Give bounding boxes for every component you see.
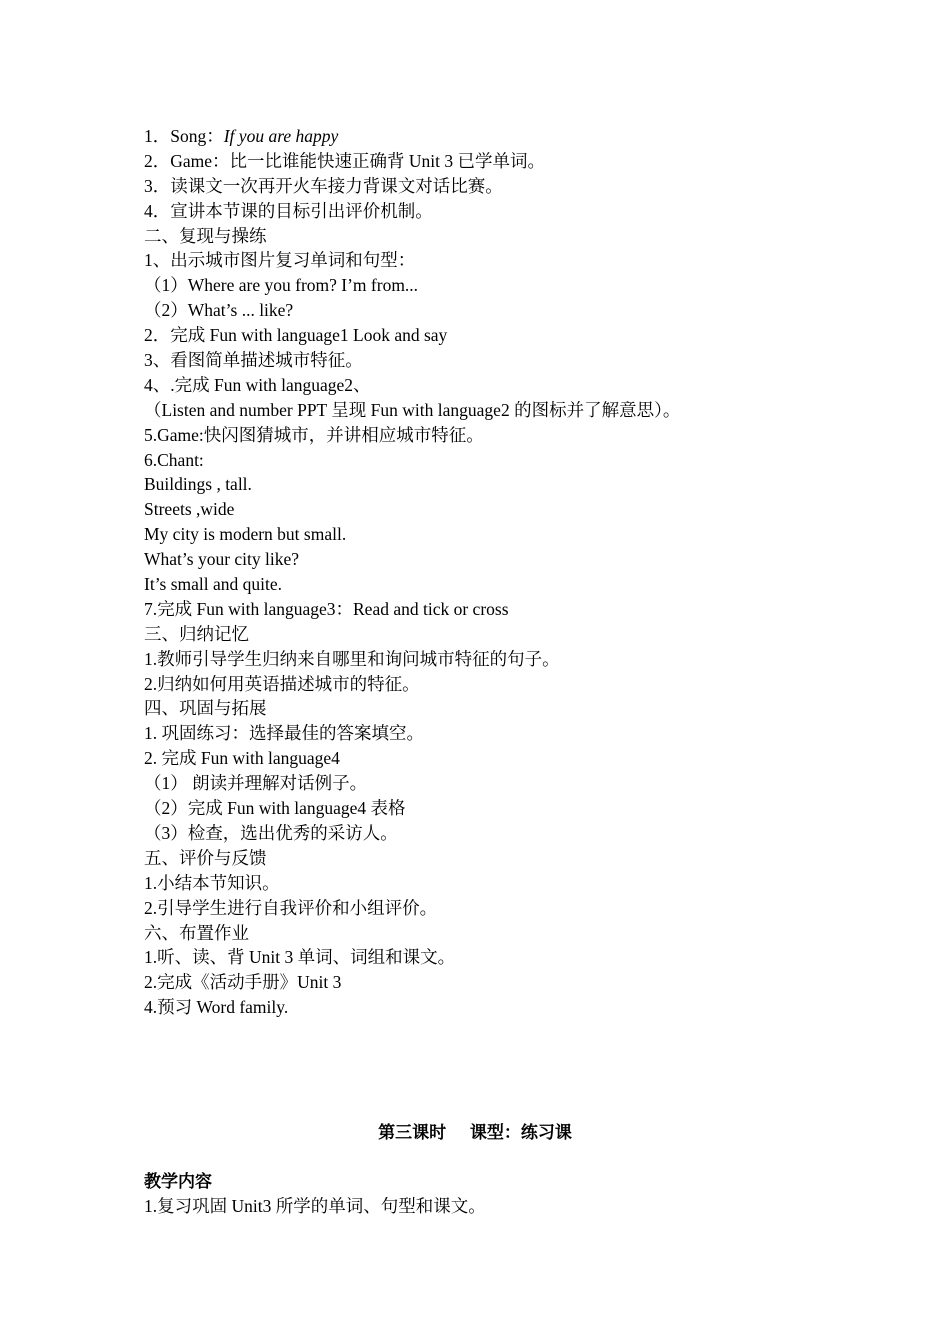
song-title: If you are happy xyxy=(223,126,339,146)
text-line xyxy=(144,323,824,348)
text-line xyxy=(144,796,824,821)
line-text: Streets ,wide xyxy=(144,499,235,520)
text-line xyxy=(144,945,824,970)
line-text: 六、布置作业 xyxy=(144,922,249,943)
line-text: 五、评价与反馈 xyxy=(144,847,267,868)
section-line: 1.复习巩固 Unit3 所学的单词、句型和课文。 xyxy=(144,1196,486,1216)
line-text: 3、看图简单描述城市特征。 xyxy=(144,350,363,371)
line-text: 3．读课文一次再开火车接力背课文对话比赛。 xyxy=(144,175,503,196)
section-heading: 教学内容 xyxy=(144,1172,212,1192)
text-line xyxy=(144,995,824,1020)
text-line xyxy=(144,696,824,721)
line-text: （3）检查，选出优秀的采访人。 xyxy=(144,822,398,843)
text-line xyxy=(144,448,824,473)
text-line xyxy=(144,771,824,796)
text-line xyxy=(144,622,824,647)
line-text: My city is modern but small. xyxy=(144,524,347,545)
line-text: 1、出示城市图片复习单词和句型： xyxy=(144,250,416,271)
line-text: 四、巩固与拓展 xyxy=(144,698,267,719)
line-text: （2）完成 Fun with language4 表格 xyxy=(144,798,406,819)
line-text: 7.完成 Fun with language3：Read and tick or cross xyxy=(144,598,509,619)
text-line xyxy=(144,273,824,298)
text-line xyxy=(144,224,824,249)
text-line xyxy=(144,497,824,522)
text-line xyxy=(144,423,824,448)
text-line xyxy=(144,871,824,896)
line-text: 二、复现与操练 xyxy=(144,225,267,246)
text-line xyxy=(144,472,824,497)
text-line xyxy=(144,896,824,921)
line-text: 1.听、读、背 Unit 3 单词、词组和课文。 xyxy=(144,947,456,968)
text-line xyxy=(144,746,824,771)
line-text: （1） 朗读并理解对话例子。 xyxy=(144,773,368,794)
text-line xyxy=(144,398,824,423)
text-line xyxy=(144,647,824,672)
line-text: （2）What’s ... like? xyxy=(144,300,294,321)
text-line xyxy=(144,149,824,174)
text-line xyxy=(144,124,824,149)
line-text: 6.Chant: xyxy=(144,449,204,470)
lesson-body xyxy=(144,124,824,1020)
text-line xyxy=(144,597,824,622)
line-text: （1）Where are you from? I’m from... xyxy=(144,275,419,296)
line-text: 2.引导学生进行自我评价和小组评价。 xyxy=(144,897,438,918)
line-text: 1.教师引导学生归纳来自哪里和询问城市特征的句子。 xyxy=(144,648,560,669)
text-line xyxy=(144,373,824,398)
text-line xyxy=(144,721,824,746)
text-line xyxy=(144,174,824,199)
text-line xyxy=(144,846,824,871)
text-line xyxy=(144,970,824,995)
line-text: 2．Game：比一比谁能快速正确背 Unit 3 已学单词。 xyxy=(144,150,546,171)
line-text: （Listen and number PPT 呈现 Fun with language2 的图标并了解意思）。 xyxy=(144,399,681,420)
text-line xyxy=(144,522,824,547)
text-line xyxy=(144,572,824,597)
line-text: What’s your city like? xyxy=(144,549,300,570)
text-line xyxy=(144,672,824,697)
line-text: Buildings , tall. xyxy=(144,474,252,495)
lesson-title: 第三课时 课型：练习课 xyxy=(378,1123,572,1143)
line-text: 2.归纳如何用英语描述城市的特征。 xyxy=(144,673,420,694)
line-text: 4.预习 Word family. xyxy=(144,997,289,1018)
line-text: 1.小结本节知识。 xyxy=(144,872,280,893)
text-line xyxy=(144,248,824,273)
text-line xyxy=(144,298,824,323)
line-text: 1．Song： xyxy=(144,126,224,146)
line-text: 5.Game:快闪图猜城市，并讲相应城市特征。 xyxy=(144,424,484,445)
line-text: 2．完成 Fun with language1 Look and say xyxy=(144,325,448,346)
line-text: 三、归纳记忆 xyxy=(144,623,249,644)
text-line xyxy=(144,199,824,224)
line-text: 4．宣讲本节课的目标引出评价机制。 xyxy=(144,200,433,221)
line-text: It’s small and quite. xyxy=(144,574,283,595)
line-text: 2.完成《活动手册》Unit 3 xyxy=(144,972,342,993)
text-line xyxy=(144,921,824,946)
text-line xyxy=(144,547,824,572)
text-line xyxy=(144,348,824,373)
line-text: 4、.完成 Fun with language2、 xyxy=(144,374,371,395)
text-line xyxy=(144,821,824,846)
line-text: 2. 完成 Fun with language4 xyxy=(144,748,340,769)
line-text: 1. 巩固练习：选择最佳的答案填空。 xyxy=(144,723,424,744)
